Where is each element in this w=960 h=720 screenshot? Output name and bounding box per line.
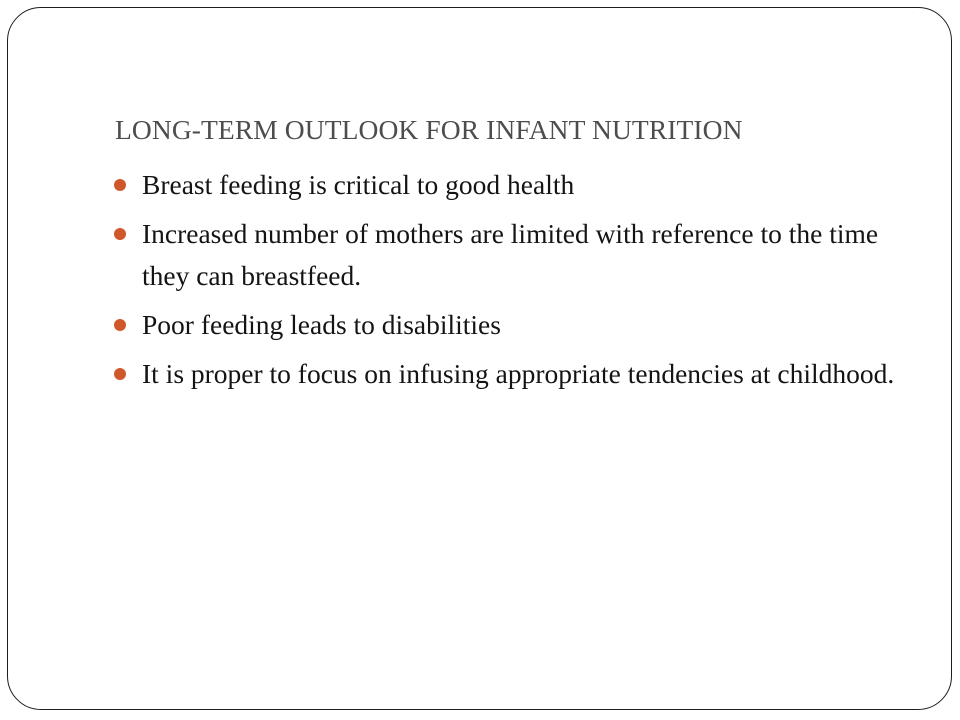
bullet-text: Breast feeding is critical to good health [142,169,575,200]
slide-title: LONG-TERM OUTLOOK FOR INFANT NUTRITION [115,114,743,145]
bullet-icon [114,368,126,380]
bullet-icon [114,179,126,191]
bullet-icon [114,228,126,240]
list-item [114,213,904,297]
list-item [114,164,904,206]
bullet-text: Poor feeding leads to disabilities [142,309,501,340]
bullet-list [114,164,904,402]
list-item [114,353,904,395]
bullet-text: Increased number of mothers are limited with reference to the time they can breastfeed. [142,218,879,291]
bullet-icon [114,319,126,331]
list-item [114,304,904,346]
bullet-text: It is proper to focus on infusing appropriate tendencies at childhood. [142,358,895,389]
slide-frame [7,7,952,710]
